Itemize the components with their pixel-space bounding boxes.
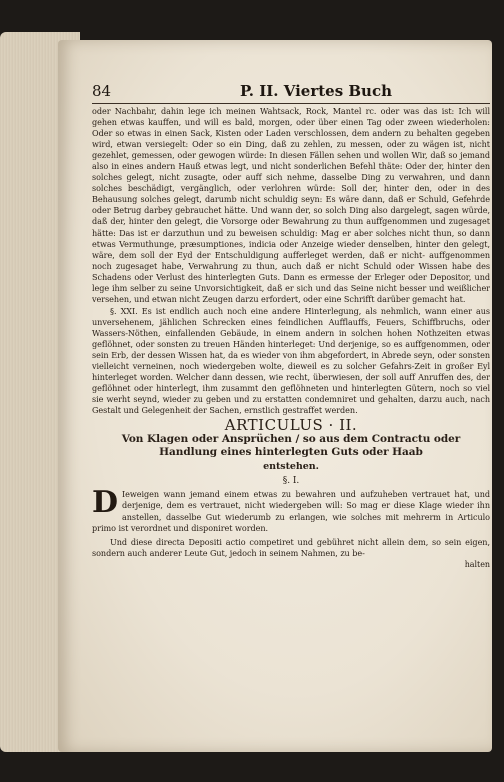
article-label: ARTICULUS · II.: [224, 416, 358, 435]
paragraph-actio: Und diese directa Depositi actio competiret und gebühret nicht allein dem, so sein eigen, sondern auch anderer Leute Gut, jedoch in seinem Nahmen, zu be-: [92, 536, 490, 558]
paragraph-text: Ieweigen wann jemand einem etwas zu bewahren und aufzuheben vertrauet hat, und derjenige, dem es vertrauet, nicht wiedergeben will: So mag er diese Klage wieder ihn anstellen, dasselbe Gut wiederumb zu erlangen, wie solches mit mehrerm in Articulo primo ist verordnet und disponiret worden.: [92, 489, 490, 533]
page-header: [92, 82, 490, 102]
header-rule: [92, 103, 490, 104]
body-text: [92, 106, 490, 570]
article-heading-end: entstehen.: [263, 461, 319, 473]
section-xxi: §. XXI. Es ist endlich auch noch eine andere Hinterlegung, als nehmlich, wann einer aus unversehenem, jählichen Schrecken eines feindlichen Aufflauffs, Feuers, Schiffbruchs, oder Wassers-Nöthen, einfallenden Gebäude, in einem andern in solchen hohen Nothzeiten etwas geflöhnet, oder sonsten zu treuen Händen hinterleget: Und derjenige, so es auffgenommen, oder sein Erb, der dessen Wissen hat, da es wieder von ihm abgefordert, in Abrede seyn, oder sonsten vielleicht verneinen, noch wiedergeben wolte, dieweil es zu solcher Gefahrs-Zeit in großer Eyl hinterleget worden. Welcher dann dessen, wie recht, überwiesen, der soll auff Anruffen des, der geflöhnet oder hinterlegt, ihm zusammt den geflöhneten und hinterlegten Gütern, noch so viel sie werht seynd, wieder zu geben und zu erstatten condemniret und gehalten, darzu auch, nach Gestalt und Gelegenheit der Sachen, ernstlich gestraffet werden.: [92, 305, 490, 416]
paragraph-continued: oder Nachbahr, dahin lege ich meinen Wahtsack, Rock, Mantel rc. oder was das ist: Ich will gehen etwas kauffen, und will es bald, morgen, oder über einen Tag oder zween wiederholen: Oder so etwas in einen Sack, Kisten oder Laden verschlossen, dem andern zu behalten gegeben wird, etwan versiegelt: Oder so ein Ding, daß zu zehlen, zu messen, oder zu wägen ist, nicht gezehlet, gemessen, oder gewogen würde: In diesen Fällen sehen und wollen Wir, daß so jemand also in eines andern Hauß etwas legt, und nicht sonderlichen Befehl thäte: Oder der, hinter den solches gelegt, nicht zusagte, oder auff sich nehme, dasselbe Ding zu verwahren, und dann solches beschädigt, vergänglich, oder verlohren würde: Soll der, hinter den, oder in des Behausung solches gelegt, darumb nicht schuldig seyn: Es wäre dann, daß er Schuld, Gefehrde oder Betrug darbey gebrauchet hätte. Und wann der, so solch Ding also dargelegt, sagen würde, daß der, hinter den gelegt, die Vorsorge oder Bewahrung zu thun auffgenommen und zugesaget hätte: Das ist er darzuthun und zu beweisen schuldig: Mag er aber solches nicht thun, so dann etwas Vermuthunge, præsumptiones, indicia oder Anzeige wieder denselben, hinter den gelegt, wäre, dem soll der Eyd der Entschuldigung aufferleget werden, daß er nicht- auffgenommen noch zugesaget habe, Verwahrung zu thun, auch daß er nicht Schuld oder Wissen habe des Schadens oder Verlust des hinterlegten Guts. Dann es ermesse der Erleger oder Depositor, und lege ihm selber zu seine Unvorsichtigkeit, daß er sich und das Seine nicht besser und weißlicher versehen, und etwan nicht Zeugen darzu erfordert, oder eine Schrifft darüber gemacht hat.: [92, 106, 490, 304]
running-title: P. II. Viertes Buch: [240, 82, 392, 100]
paragraph-dropcap: [92, 485, 490, 533]
article-heading: Von Klagen oder Ansprüchen / so aus dem Contractu oder Handlung eines hinterlegten Guts oder Haab: [121, 433, 461, 459]
catchword: halten: [464, 559, 490, 569]
drop-cap: D: [92, 485, 118, 521]
page-number: 84: [92, 82, 112, 100]
section-mark: §. I.: [282, 476, 300, 487]
